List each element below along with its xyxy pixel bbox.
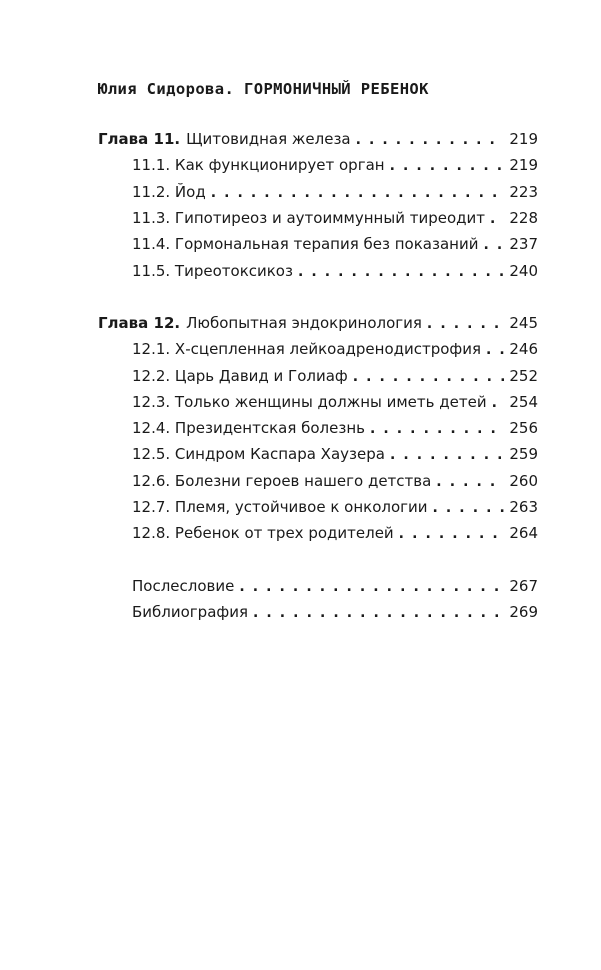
dot-leader — [298, 266, 504, 280]
toc-section-12-6[interactable] — [98, 468, 538, 494]
section-title: 12.3. Только женщины должны иметь детей — [132, 392, 487, 411]
page-number: 269 — [509, 602, 538, 621]
page-number: 237 — [509, 235, 538, 254]
section-title: 12.4. Президентская болезнь — [132, 419, 365, 438]
page-number: 260 — [509, 471, 538, 490]
dot-leader — [483, 239, 504, 253]
toc-section-11-3[interactable] — [98, 205, 538, 231]
section-title: 12.8. Ребенок от трех родителей — [132, 524, 394, 543]
section-title: 11.5. Тиреотоксикоз — [132, 261, 293, 280]
dot-leader — [436, 476, 504, 490]
section-title: 12.6. Болезни героев нашего детства — [132, 471, 432, 490]
toc-section-11-4[interactable] — [98, 231, 538, 257]
section-title: 12.2. Царь Давид и Голиаф — [132, 366, 348, 385]
dot-leader — [492, 397, 504, 411]
chapter-title: Щитовидная железа — [186, 130, 351, 149]
page-number: 256 — [509, 419, 538, 438]
section-title: Библиография — [132, 602, 248, 621]
dot-leader — [390, 160, 504, 174]
section-title: Послесловие — [132, 576, 235, 595]
page-number: 264 — [509, 524, 538, 543]
dot-leader — [399, 528, 504, 542]
toc-section-12-7[interactable] — [98, 494, 538, 520]
toc-section-11-1[interactable] — [98, 152, 538, 178]
page-number: 223 — [509, 182, 538, 201]
toc-section-12-4[interactable] — [98, 415, 538, 441]
toc-section-12-2[interactable] — [98, 362, 538, 388]
chapter-number: Глава 12. — [98, 313, 181, 332]
dot-leader — [370, 423, 504, 437]
dot-leader — [490, 213, 504, 227]
toc-section-12-8[interactable] — [98, 520, 538, 546]
header-author: Юлия Сидорова. — [98, 80, 235, 98]
toc-bibliography[interactable] — [98, 599, 538, 625]
section-title: 11.2. Йод — [132, 182, 206, 201]
table-of-contents — [98, 126, 538, 625]
dot-leader — [486, 344, 504, 358]
dot-leader — [353, 371, 504, 385]
page-number: 228 — [509, 209, 538, 228]
chapter-title: Любопытная эндокринология — [186, 313, 422, 332]
section-title: 12.7. Племя, устойчивое к онкологии — [132, 498, 428, 516]
toc-section-12-1[interactable] — [98, 336, 538, 362]
dot-leader — [211, 187, 504, 201]
page-number: 246 — [509, 340, 538, 359]
chapter-number: Глава 11. — [98, 130, 181, 149]
section-title: 12.5. Синдром Каспара Хаузера — [132, 445, 385, 464]
section-title: 11.3. Гипотиреоз и аутоиммунный тиреодит — [132, 209, 485, 228]
toc-section-12-5[interactable] — [98, 441, 538, 467]
toc-afterword[interactable] — [98, 572, 538, 598]
page-number: 267 — [509, 576, 538, 595]
page-number: 263 — [509, 498, 538, 516]
header-book-title: ГОРМОНИЧНЫЙ РЕБЕНОК — [243, 80, 429, 98]
section-title: 11.4. Гормональная терапия без показаний — [132, 235, 479, 254]
dot-leader — [433, 502, 504, 516]
page-number: 219 — [509, 130, 538, 149]
page-number: 219 — [509, 156, 538, 175]
dot-leader — [356, 134, 504, 148]
section-title: 11.1. Как функционирует орган — [132, 156, 385, 175]
dot-leader — [239, 581, 504, 595]
page-number: 254 — [509, 392, 538, 411]
dot-leader — [390, 449, 504, 463]
toc-section-11-5[interactable] — [98, 257, 538, 283]
section-title: 12.1. Х-сцепленная лейкоадренодистрофия — [132, 340, 482, 359]
page-number: 245 — [509, 313, 538, 332]
toc-chapter-12[interactable] — [98, 310, 538, 336]
running-header — [98, 80, 429, 98]
page-number: 259 — [509, 445, 538, 464]
toc-section-11-2[interactable] — [98, 179, 538, 205]
page-number: 252 — [509, 366, 538, 385]
toc-chapter-11[interactable] — [98, 126, 538, 152]
dot-leader — [427, 318, 504, 332]
toc-section-12-3[interactable] — [98, 389, 538, 415]
dot-leader — [253, 607, 504, 621]
page-number: 240 — [509, 261, 538, 280]
